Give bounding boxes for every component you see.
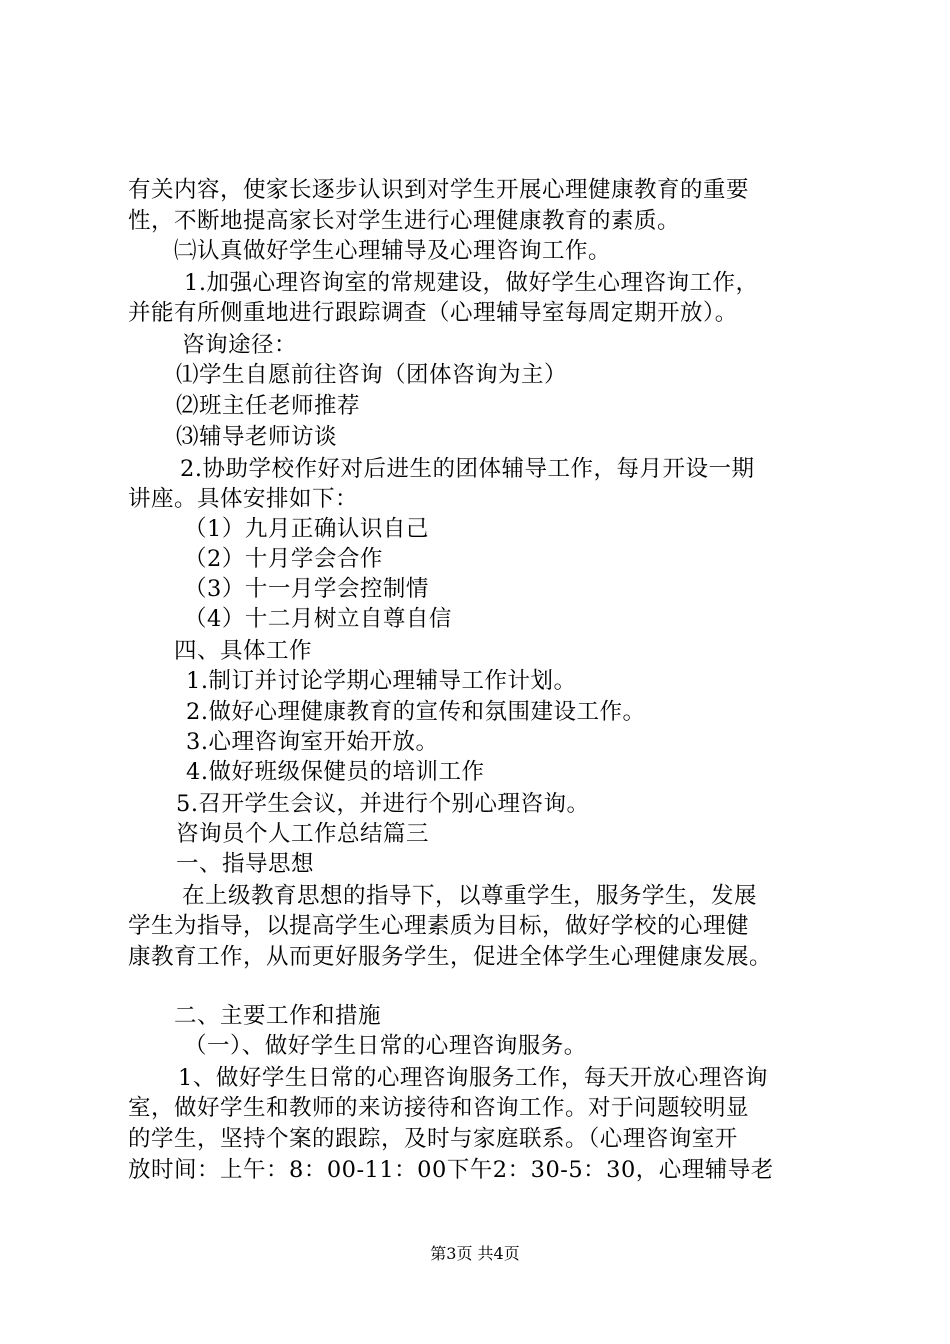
text-line: 2.协助学校作好对后进生的团体辅导工作，每月开设一期: [180, 456, 755, 482]
page-number-footer: 第3页 共4页: [430, 1244, 520, 1263]
text-line: 四、具体工作: [174, 638, 313, 664]
text-line: 放时间：上午：8：00-11：00下午2：30-5：30，心理辅导老: [128, 1157, 774, 1183]
text-line: （2）十月学会合作: [184, 546, 383, 572]
text-line: 性，不断地提高家长对学生进行心理健康教育的素质。: [128, 208, 681, 234]
text-line: ⑶辅导老师访谈: [176, 424, 338, 450]
text-line: 的学生，坚持个案的跟踪，及时与家庭联系。（心理咨询室开: [128, 1126, 738, 1152]
text-line: 4.做好班级保健员的培训工作: [186, 759, 485, 785]
text-line: （4）十二月树立自尊自信: [184, 606, 452, 632]
text-line: 学生为指导，以提高学生心理素质为目标，做好学校的心理健: [128, 913, 750, 939]
text-line: 1、做好学生日常的心理咨询服务工作，每天开放心理咨询: [178, 1065, 768, 1091]
text-line: 并能有所侧重地进行跟踪调查（心理辅导室每周定期开放）。: [128, 300, 738, 326]
text-line: 康教育工作，从而更好服务学生，促进全体学生心理健康发展。: [128, 944, 773, 970]
text-line: 2.做好心理健康教育的宣传和氛围建设工作。: [186, 699, 646, 725]
text-line: 在上级教育思想的指导下，以尊重学生，服务学生，发展: [182, 883, 758, 909]
text-line: 3.心理咨询室开始开放。: [186, 729, 439, 755]
text-line: （一）、做好学生日常的心理咨询服务。: [184, 1033, 587, 1059]
text-line: 咨询员个人工作总结篇三: [176, 821, 430, 847]
text-line: 二、主要工作和措施: [174, 1003, 382, 1029]
text-line: 室，做好学生和教师的来访接待和咨询工作。对于问题较明显: [128, 1095, 750, 1121]
text-line: 1.加强心理咨询室的常规建设，做好学生心理咨询工作，: [184, 270, 759, 296]
text-line: ⑵班主任老师推荐: [176, 393, 361, 419]
text-line: 讲座。具体安排如下：: [128, 486, 359, 512]
text-line: 咨询途径：: [182, 332, 298, 358]
text-line: 5.召开学生会议，并进行个别心理咨询。: [176, 791, 590, 817]
text-line: 有关内容，使家长逐步认识到对学生开展心理健康教育的重要: [128, 177, 750, 203]
text-line: 一、指导思想: [176, 851, 315, 877]
text-line: ㈡认真做好学生心理辅导及心理咨询工作。: [174, 238, 612, 264]
text-line: （1）九月正确认识自己: [184, 516, 429, 542]
text-line: 1.制订并讨论学期心理辅导工作计划。: [186, 668, 577, 694]
text-line: （3）十一月学会控制情: [184, 576, 429, 602]
text-line: ⑴学生自愿前往咨询（团体咨询为主）: [176, 362, 568, 388]
